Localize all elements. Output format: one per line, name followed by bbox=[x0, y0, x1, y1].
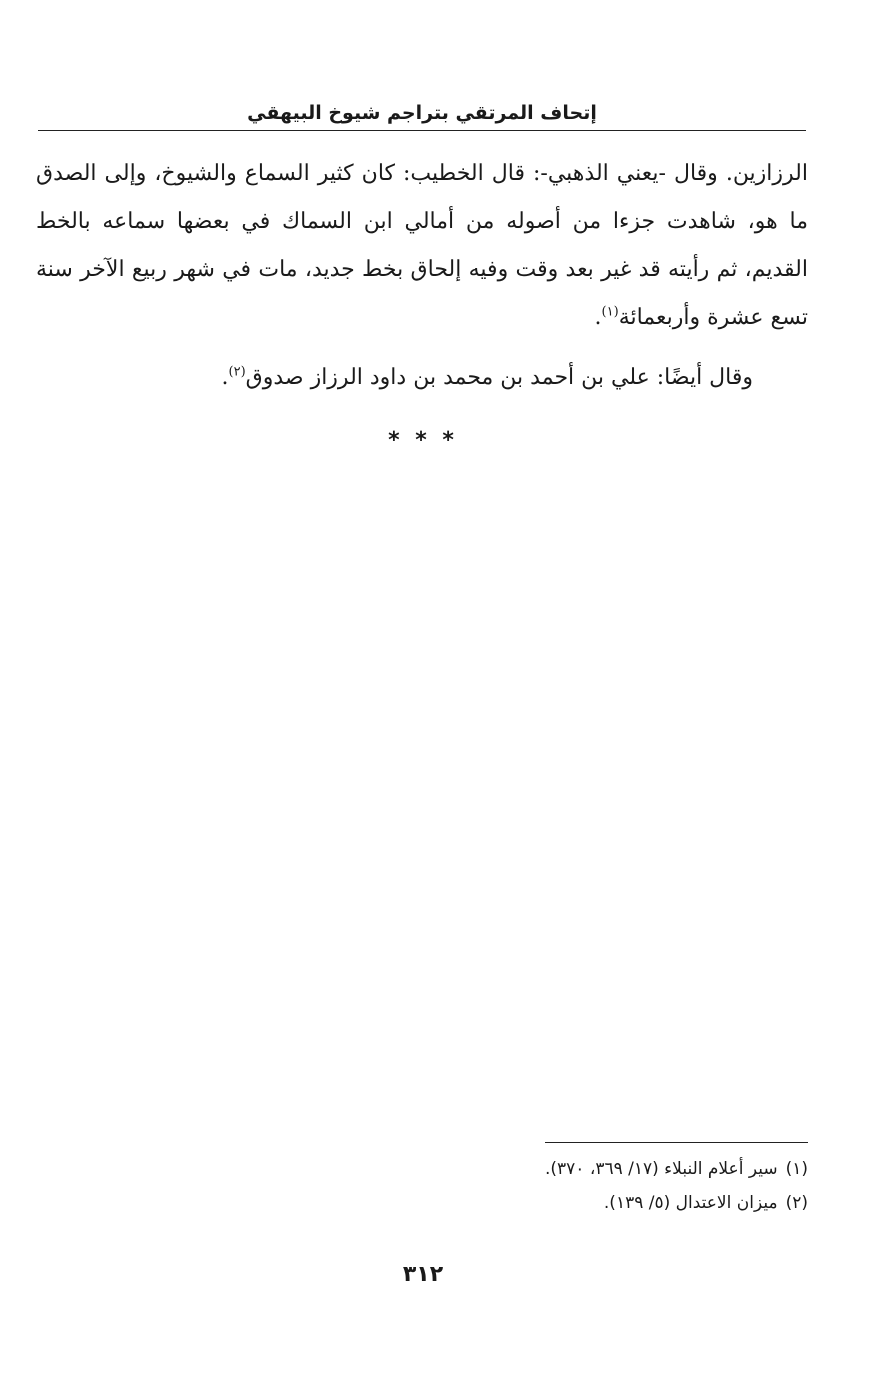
section-separator: * * * bbox=[388, 428, 458, 453]
page-number: ٣١٢ bbox=[402, 1262, 444, 1287]
main-paragraph bbox=[36, 150, 808, 342]
paragraph-2-text: وقال أيضًا: علي بن أحمد بن محمد بن داود الرزاز صدوق bbox=[245, 365, 753, 390]
footnote-2-text: ميزان الاعتدال (٥/ ١٣٩). bbox=[603, 1193, 778, 1213]
paragraph-2 bbox=[36, 354, 753, 402]
footnote-2 bbox=[300, 1186, 808, 1220]
paragraph-2-end: . bbox=[221, 365, 229, 390]
footnote-2-number: (٢) bbox=[785, 1193, 808, 1213]
footnote-1-text: سير أعلام النبلاء (١٧/ ٣٦٩، ٣٧٠). bbox=[544, 1159, 778, 1179]
footnote-ref-1: (١) bbox=[601, 304, 619, 320]
paragraph-1 bbox=[36, 150, 808, 342]
header-rule bbox=[38, 130, 806, 131]
footnote-ref-2: (٢) bbox=[228, 364, 246, 380]
paragraph-1-end: . bbox=[594, 305, 602, 330]
footnotes bbox=[300, 1152, 808, 1220]
running-header: إتحاف المرتقي بتراجم شيوخ البيهقي bbox=[247, 102, 597, 124]
footnote-1-number: (١) bbox=[785, 1159, 808, 1179]
footnote-rule bbox=[545, 1142, 808, 1143]
paragraph-1-text: الرزازين. وقال -يعني الذهبي-: قال الخطيب: كان كثير السماع والشيوخ، وإلى الصدق ما هو، شاهدت جزءا من أصوله من أمالي ابن السماك في بعضها سماعه بالخط القديم، ثم رأيته قد غير بعد وقت وفيه إلحاق بخط جديد، مات في شهر ربيع الآخر سنة تسع عشرة وأربعمائة bbox=[36, 161, 808, 330]
footnote-1 bbox=[300, 1152, 808, 1186]
